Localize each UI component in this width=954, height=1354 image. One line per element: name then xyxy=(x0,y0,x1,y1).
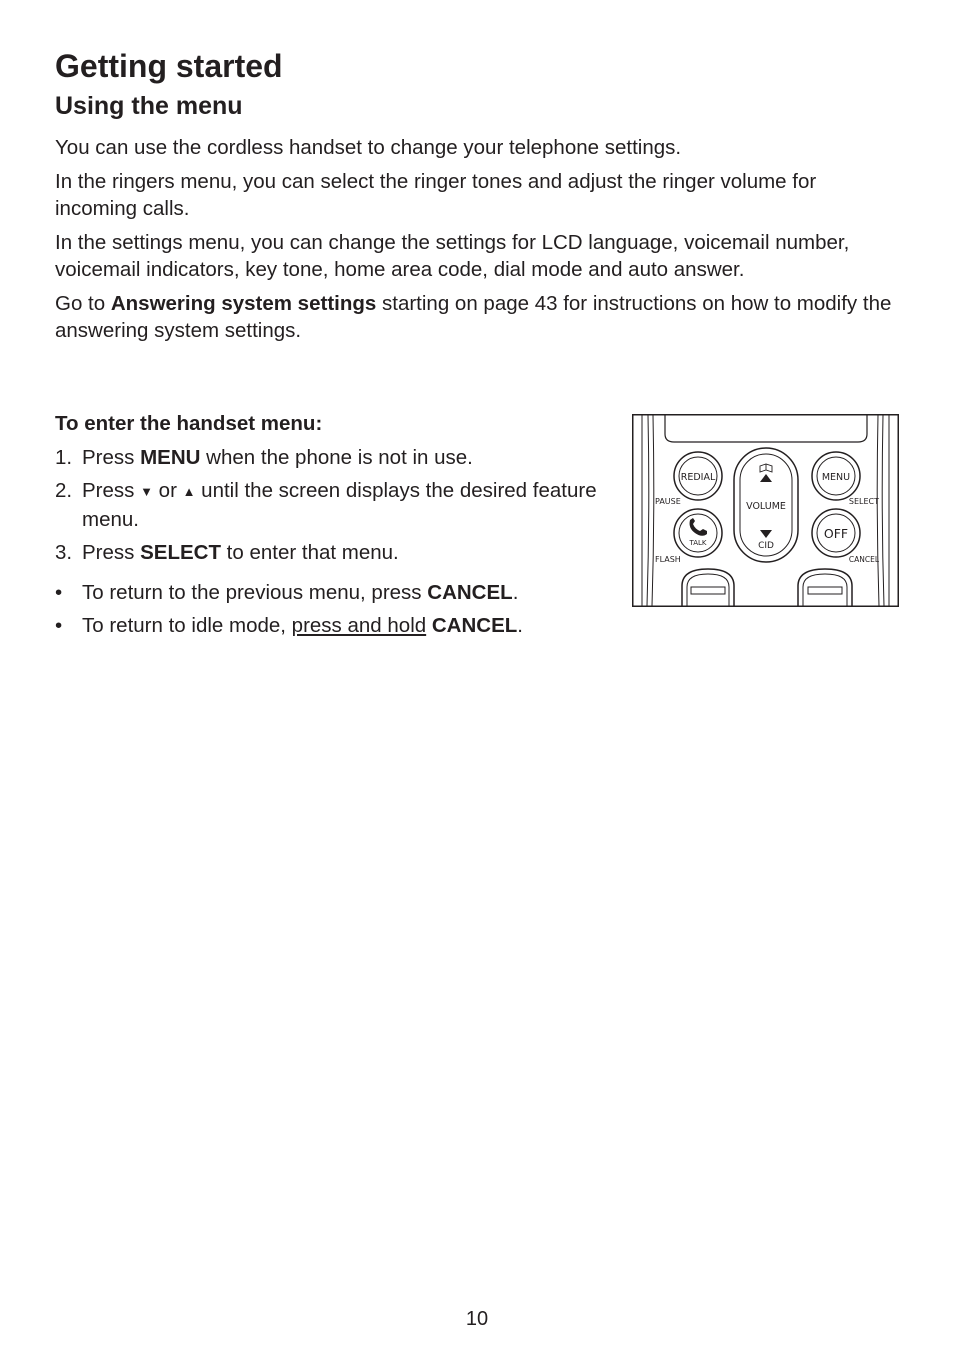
step-key-menu: MENU xyxy=(140,445,201,469)
select-label: SELECT xyxy=(848,497,879,506)
step-item xyxy=(55,539,600,567)
handset-keypad-figure xyxy=(632,414,899,607)
steps-list xyxy=(55,444,600,567)
intro-paragraph-1: You can use the cordless handset to change your telephone settings. xyxy=(55,136,682,159)
tip-key-cancel: CANCEL xyxy=(431,614,518,637)
off-label: OFF xyxy=(823,526,849,541)
step-item xyxy=(55,477,600,533)
intro-text xyxy=(55,134,895,351)
tip-item xyxy=(55,579,600,607)
step-number: 1. xyxy=(55,445,73,469)
step-text-after: until the screen displays the desired feature menu. xyxy=(82,479,597,531)
tip-text-after: . xyxy=(517,614,523,637)
tip-text-before: To return to the previous menu, press xyxy=(82,580,428,604)
tip-item xyxy=(55,612,600,640)
flash-label: FLASH xyxy=(655,555,681,564)
step-text-mid: or xyxy=(152,479,183,502)
page-title: Getting started xyxy=(55,48,283,84)
intro-p4-before: Go to xyxy=(55,291,111,315)
step-number: 2. xyxy=(55,479,73,502)
intro-p4-after: starting on page 43 for instructions on how to modify the answering system settings. xyxy=(55,291,892,342)
tips-list xyxy=(55,579,600,640)
tip-key-cancel: CANCEL xyxy=(427,580,513,604)
intro-paragraph-4 xyxy=(55,290,895,345)
cancel-label: CANCEL xyxy=(848,555,879,564)
intro-paragraph-3: In the settings menu, you can change the settings for LCD language, voicemail number, voicemail indicators, key tone, home area code, dial mode and auto answer. xyxy=(55,230,850,281)
talk-label: TALK xyxy=(689,539,707,547)
page-number: 10 xyxy=(465,1308,489,1330)
pause-label: PAUSE xyxy=(655,497,681,506)
step-text-after: to enter that menu. xyxy=(220,541,399,564)
tip-text-after: . xyxy=(512,580,519,604)
tip-underline: press and hold xyxy=(291,614,427,637)
volume-label: VOLUME xyxy=(746,501,786,512)
procedure-heading: To enter the handset menu: xyxy=(55,412,323,435)
section-title: Using the menu xyxy=(55,92,243,120)
cid-label: CID xyxy=(758,541,774,551)
intro-paragraph-2: In the ringers menu, you can select the ringer tones and adjust the ringer volume for incoming calls. xyxy=(55,169,817,220)
step-key-select: SELECT xyxy=(140,541,221,564)
step-text-after: when the phone is not in use. xyxy=(200,445,473,469)
up-arrow-icon: ▲ xyxy=(182,484,196,499)
step-number: 3. xyxy=(55,541,73,564)
step-item xyxy=(55,444,600,472)
answering-system-settings-ref: Answering system settings xyxy=(110,291,377,315)
step-text-before: Press xyxy=(82,479,141,502)
bullet-icon: • xyxy=(55,614,63,637)
bullet-icon: • xyxy=(55,580,63,604)
procedure xyxy=(55,410,600,646)
menu-label: MENU xyxy=(821,472,851,483)
step-text-before: Press xyxy=(82,445,141,469)
tip-text-before: To return to idle mode, xyxy=(82,614,292,637)
handset-keypad-illustration xyxy=(632,414,899,607)
redial-label: REDIAL xyxy=(680,472,716,483)
down-arrow-icon: ▼ xyxy=(140,484,153,499)
step-text-before: Press xyxy=(82,541,141,564)
